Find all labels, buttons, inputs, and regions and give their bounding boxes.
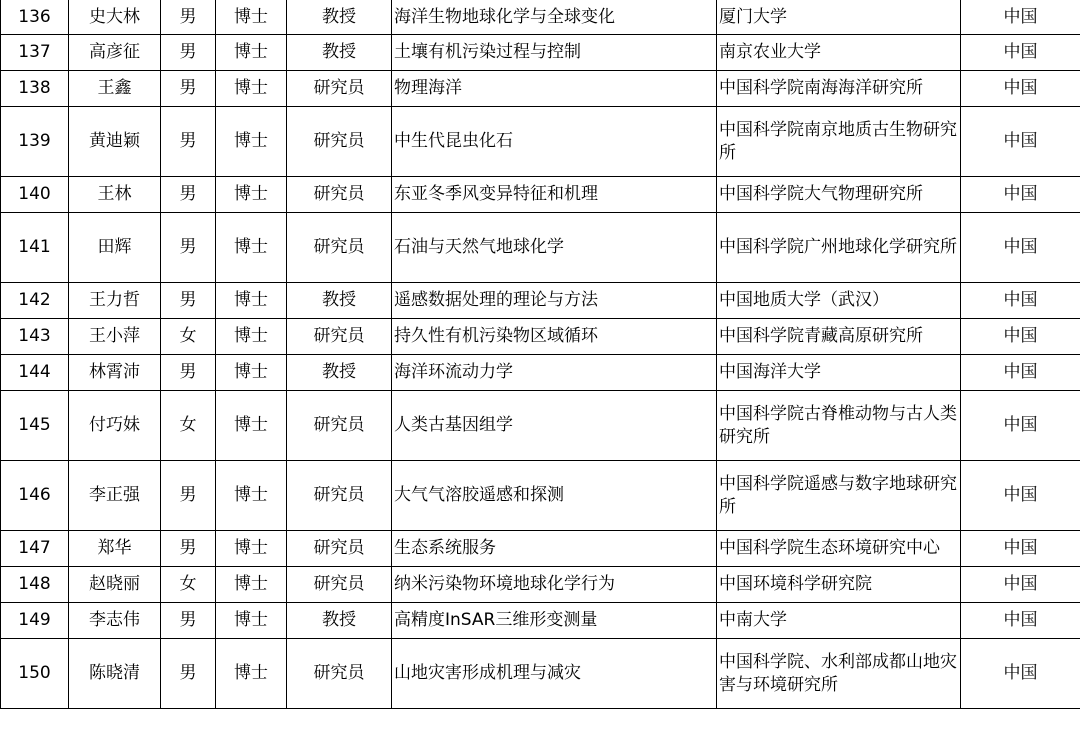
research-field-cell: 遥感数据处理的理论与方法 <box>392 283 717 319</box>
sex-cell: 男 <box>161 35 216 71</box>
row-number-cell: 136 <box>1 0 69 35</box>
sex-cell: 男 <box>161 461 216 531</box>
table-row <box>1 177 1080 213</box>
degree-cell: 博士 <box>216 461 287 531</box>
title-cell: 研究员 <box>287 213 392 283</box>
institution-cell: 中国科学院广州地球化学研究所 <box>717 213 961 283</box>
degree-cell: 博士 <box>216 0 287 35</box>
title-cell: 研究员 <box>287 319 392 355</box>
name-cell: 付巧妹 <box>69 391 161 461</box>
row-number-cell: 139 <box>1 107 69 177</box>
institution-cell: 中国科学院南京地质古生物研究所 <box>717 107 961 177</box>
title-cell: 教授 <box>287 283 392 319</box>
sex-cell: 男 <box>161 177 216 213</box>
name-cell: 王林 <box>69 177 161 213</box>
institution-cell: 南京农业大学 <box>717 35 961 71</box>
degree-cell: 博士 <box>216 213 287 283</box>
table-row <box>1 35 1080 71</box>
sex-cell: 男 <box>161 603 216 639</box>
sex-cell: 男 <box>161 213 216 283</box>
row-number-cell: 148 <box>1 567 69 603</box>
title-cell: 研究员 <box>287 107 392 177</box>
table-row <box>1 461 1080 531</box>
degree-cell: 博士 <box>216 355 287 391</box>
name-cell: 黄迪颖 <box>69 107 161 177</box>
row-number-cell: 150 <box>1 639 69 709</box>
institution-cell: 中国科学院南海海洋研究所 <box>717 71 961 107</box>
country-cell: 中国 <box>961 0 1080 35</box>
research-field-cell: 大气气溶胶遥感和探测 <box>392 461 717 531</box>
institution-cell: 中国科学院遥感与数字地球研究所 <box>717 461 961 531</box>
country-cell: 中国 <box>961 35 1080 71</box>
country-cell: 中国 <box>961 603 1080 639</box>
institution-cell: 中国科学院生态环境研究中心 <box>717 531 961 567</box>
row-number-cell: 142 <box>1 283 69 319</box>
degree-cell: 博士 <box>216 319 287 355</box>
country-cell: 中国 <box>961 283 1080 319</box>
title-cell: 教授 <box>287 0 392 35</box>
sex-cell: 女 <box>161 567 216 603</box>
research-field-cell: 中生代昆虫化石 <box>392 107 717 177</box>
name-cell: 李正强 <box>69 461 161 531</box>
row-number-cell: 140 <box>1 177 69 213</box>
table-row <box>1 355 1080 391</box>
research-field-cell: 土壤有机污染过程与控制 <box>392 35 717 71</box>
sex-cell: 男 <box>161 71 216 107</box>
research-field-cell: 山地灾害形成机理与减灾 <box>392 639 717 709</box>
name-cell: 王小萍 <box>69 319 161 355</box>
country-cell: 中国 <box>961 177 1080 213</box>
institution-cell: 中国海洋大学 <box>717 355 961 391</box>
sex-cell: 男 <box>161 355 216 391</box>
table-row <box>1 639 1080 709</box>
name-cell: 林霄沛 <box>69 355 161 391</box>
research-field-cell: 物理海洋 <box>392 71 717 107</box>
country-cell: 中国 <box>961 461 1080 531</box>
table-row <box>1 391 1080 461</box>
row-number-cell: 145 <box>1 391 69 461</box>
country-cell: 中国 <box>961 355 1080 391</box>
title-cell: 教授 <box>287 355 392 391</box>
name-cell: 高彦征 <box>69 35 161 71</box>
table-row <box>1 319 1080 355</box>
name-cell: 陈晓清 <box>69 639 161 709</box>
title-cell: 教授 <box>287 603 392 639</box>
sex-cell: 男 <box>161 283 216 319</box>
degree-cell: 博士 <box>216 35 287 71</box>
degree-cell: 博士 <box>216 603 287 639</box>
sex-cell: 女 <box>161 391 216 461</box>
research-field-cell: 持久性有机污染物区域循环 <box>392 319 717 355</box>
research-field-cell: 纳米污染物环境地球化学行为 <box>392 567 717 603</box>
country-cell: 中国 <box>961 639 1080 709</box>
name-cell: 田辉 <box>69 213 161 283</box>
title-cell: 研究员 <box>287 391 392 461</box>
row-number-cell: 138 <box>1 71 69 107</box>
degree-cell: 博士 <box>216 531 287 567</box>
sex-cell: 男 <box>161 531 216 567</box>
institution-cell: 中国科学院、水利部成都山地灾害与环境研究所 <box>717 639 961 709</box>
degree-cell: 博士 <box>216 107 287 177</box>
sex-cell: 男 <box>161 0 216 35</box>
institution-cell: 厦门大学 <box>717 0 961 35</box>
research-field-cell: 石油与天然气地球化学 <box>392 213 717 283</box>
row-number-cell: 141 <box>1 213 69 283</box>
title-cell: 研究员 <box>287 567 392 603</box>
degree-cell: 博士 <box>216 177 287 213</box>
name-cell: 王鑫 <box>69 71 161 107</box>
research-field-cell: 海洋生物地球化学与全球变化 <box>392 0 717 35</box>
country-cell: 中国 <box>961 107 1080 177</box>
institution-cell: 中南大学 <box>717 603 961 639</box>
row-number-cell: 146 <box>1 461 69 531</box>
table-row <box>1 107 1080 177</box>
research-field-cell: 人类古基因组学 <box>392 391 717 461</box>
institution-cell: 中国科学院大气物理研究所 <box>717 177 961 213</box>
title-cell: 研究员 <box>287 177 392 213</box>
row-number-cell: 147 <box>1 531 69 567</box>
title-cell: 研究员 <box>287 461 392 531</box>
degree-cell: 博士 <box>216 639 287 709</box>
table-row <box>1 71 1080 107</box>
name-cell: 赵晓丽 <box>69 567 161 603</box>
institution-cell: 中国科学院古脊椎动物与古人类研究所 <box>717 391 961 461</box>
title-cell: 研究员 <box>287 71 392 107</box>
country-cell: 中国 <box>961 531 1080 567</box>
table-row <box>1 283 1080 319</box>
institution-cell: 中国环境科学研究院 <box>717 567 961 603</box>
row-number-cell: 143 <box>1 319 69 355</box>
degree-cell: 博士 <box>216 567 287 603</box>
table-row <box>1 213 1080 283</box>
name-cell: 郑华 <box>69 531 161 567</box>
title-cell: 教授 <box>287 35 392 71</box>
research-field-cell: 东亚冬季风变异特征和机理 <box>392 177 717 213</box>
sex-cell: 男 <box>161 639 216 709</box>
name-cell: 史大林 <box>69 0 161 35</box>
title-cell: 研究员 <box>287 639 392 709</box>
row-number-cell: 137 <box>1 35 69 71</box>
title-cell: 研究员 <box>287 531 392 567</box>
research-field-cell: 海洋环流动力学 <box>392 355 717 391</box>
table-body <box>1 0 1080 709</box>
table-row <box>1 603 1080 639</box>
table-row <box>1 0 1080 35</box>
sex-cell: 男 <box>161 107 216 177</box>
research-field-cell: 高精度InSAR三维形变测量 <box>392 603 717 639</box>
table-row <box>1 567 1080 603</box>
institution-cell: 中国科学院青藏高原研究所 <box>717 319 961 355</box>
name-cell: 李志伟 <box>69 603 161 639</box>
name-cell: 王力哲 <box>69 283 161 319</box>
country-cell: 中国 <box>961 71 1080 107</box>
degree-cell: 博士 <box>216 391 287 461</box>
country-cell: 中国 <box>961 213 1080 283</box>
degree-cell: 博士 <box>216 71 287 107</box>
country-cell: 中国 <box>961 319 1080 355</box>
degree-cell: 博士 <box>216 283 287 319</box>
sex-cell: 女 <box>161 319 216 355</box>
row-number-cell: 149 <box>1 603 69 639</box>
row-number-cell: 144 <box>1 355 69 391</box>
table-row <box>1 531 1080 567</box>
research-field-cell: 生态系统服务 <box>392 531 717 567</box>
country-cell: 中国 <box>961 567 1080 603</box>
institution-cell: 中国地质大学（武汉） <box>717 283 961 319</box>
country-cell: 中国 <box>961 391 1080 461</box>
